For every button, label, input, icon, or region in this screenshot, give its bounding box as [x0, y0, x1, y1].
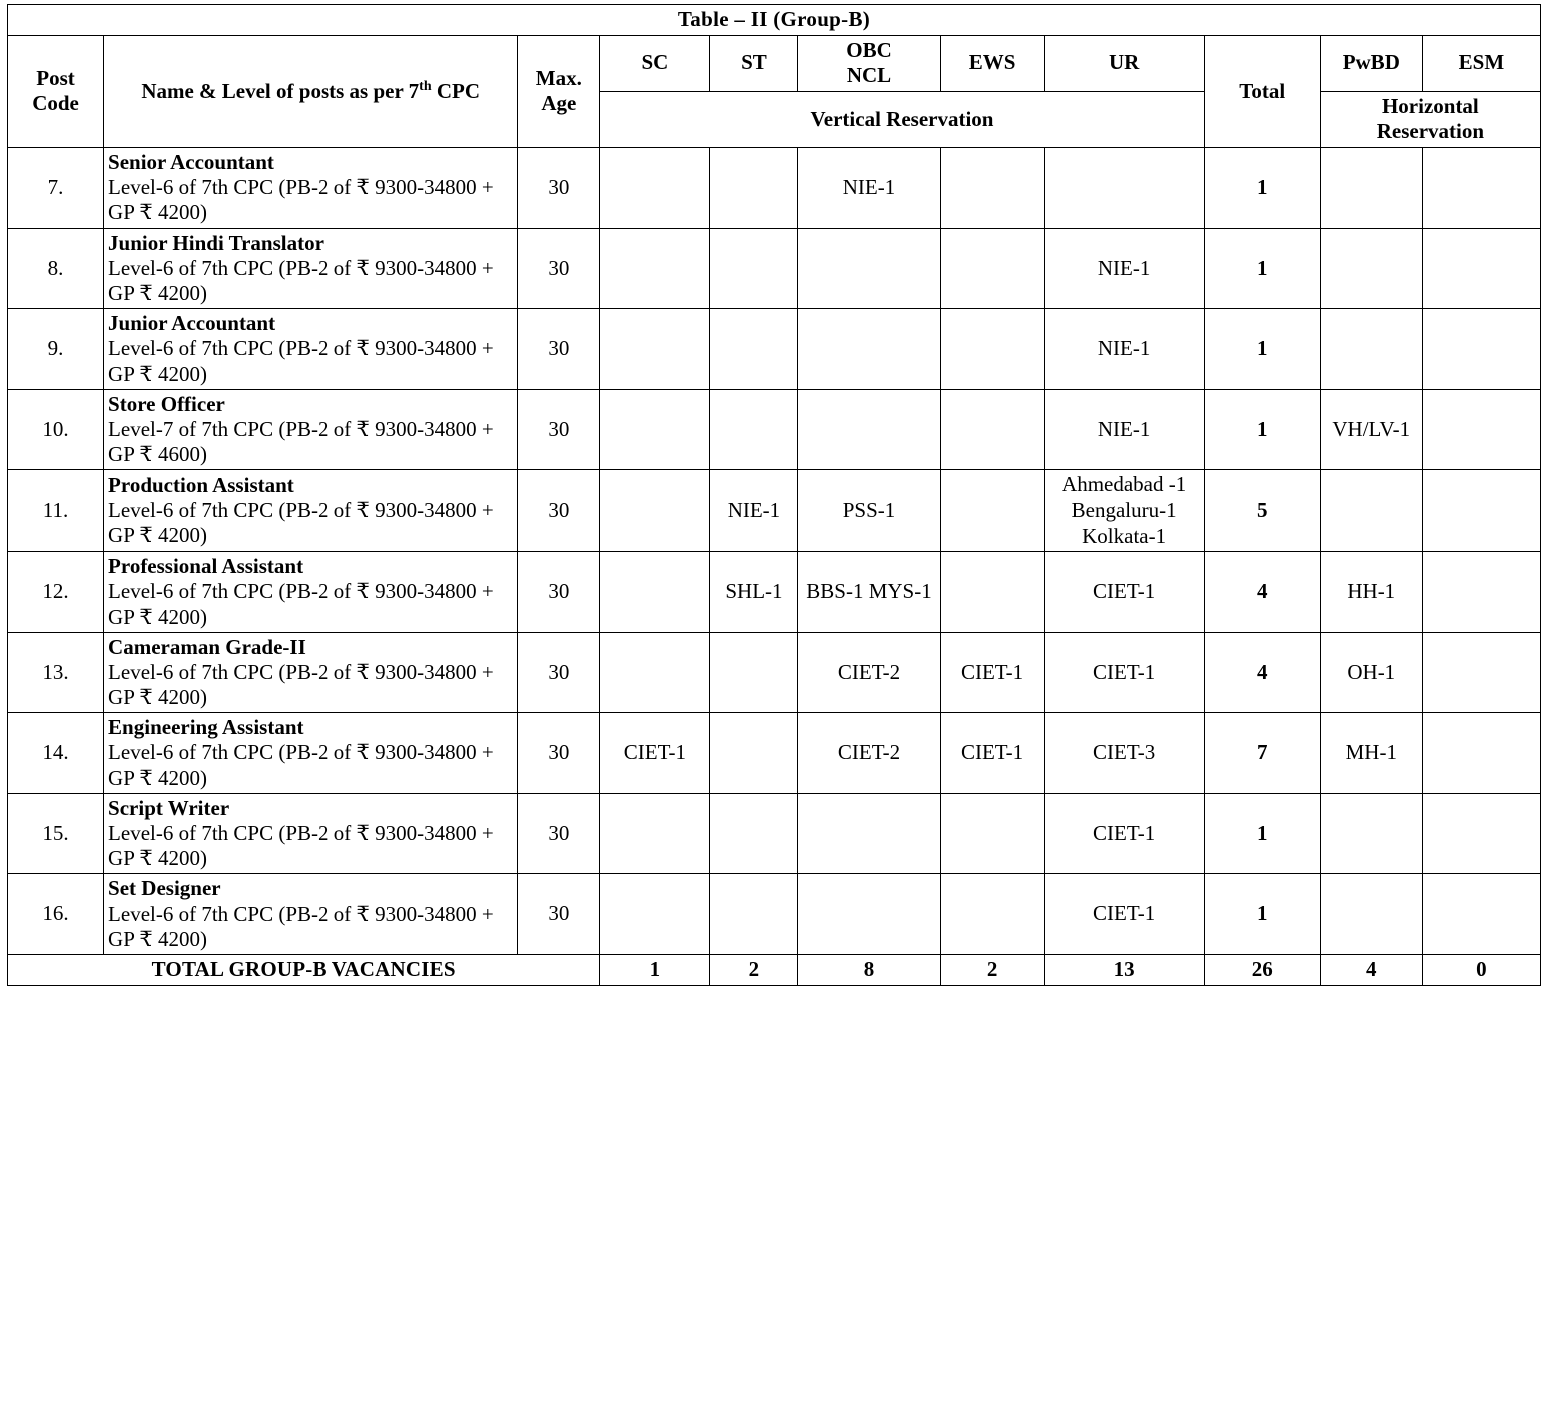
total-pwbd: 4: [1320, 954, 1422, 985]
post-level: Level-6 of 7th CPC (PB-2 of ₹ 9300-34800 + GP ₹ 4200): [108, 821, 494, 871]
cell-post-name-level: [104, 470, 518, 552]
table-row: [8, 148, 1541, 229]
cell-ews: [940, 148, 1044, 229]
table-row: [8, 552, 1541, 633]
cell-total: 1: [1204, 228, 1320, 309]
table-row: [8, 632, 1541, 713]
header-post-code-line2: Code: [32, 91, 79, 116]
header-name-level-main: Name & Level of posts as per 7: [141, 79, 420, 104]
cell-post-name-level: [104, 793, 518, 874]
table-title-row: [8, 5, 1541, 36]
cell-st: [710, 389, 798, 470]
post-level: Level-6 of 7th CPC (PB-2 of ₹ 9300-34800 + GP ₹ 4200): [108, 659, 494, 710]
total-label: TOTAL GROUP-B VACANCIES: [8, 954, 600, 985]
header-post-code-line1: Post: [36, 65, 75, 90]
cell-obc: [798, 309, 940, 390]
cell-ews: [940, 309, 1044, 390]
cell-esm: [1422, 713, 1540, 794]
cell-post-code: 7.: [8, 148, 104, 229]
cell-sc: [600, 389, 710, 470]
table-row: [8, 309, 1541, 390]
post-level: Level-6 of 7th CPC (PB-2 of ₹ 9300-34800 + GP ₹ 4200): [108, 579, 494, 629]
cell-post-code: 15.: [8, 793, 104, 874]
cell-esm: [1422, 793, 1540, 874]
header-total: Total: [1204, 35, 1320, 147]
cell-post-code: 10.: [8, 389, 104, 470]
cell-ur: NIE-1: [1044, 389, 1204, 470]
cell-post-name-level: [104, 632, 518, 713]
cell-ews: CIET-1: [940, 713, 1044, 794]
header-vertical-reservation: Vertical Reservation: [600, 91, 1204, 147]
cell-ews: [940, 552, 1044, 633]
cell-obc: [798, 228, 940, 309]
cell-max-age: 30: [518, 148, 600, 229]
header-obc-line1: OBC: [846, 37, 892, 62]
total-ews: 2: [940, 954, 1044, 985]
header-esm: ESM: [1422, 35, 1540, 91]
cell-ews: [940, 470, 1044, 552]
cell-esm: [1422, 389, 1540, 470]
header-post-code: [8, 35, 104, 147]
cell-st: SHL-1: [710, 552, 798, 633]
header-name-level-sup: th: [419, 79, 432, 95]
post-level: Level-6 of 7th CPC (PB-2 of ₹ 9300-34800 + GP ₹ 4200): [108, 175, 494, 225]
cell-ur: CIET-1: [1044, 874, 1204, 955]
cell-max-age: 30: [518, 713, 600, 794]
cell-pwbd: MH-1: [1320, 713, 1422, 794]
post-name: Script Writer: [108, 795, 230, 820]
cell-st: [710, 148, 798, 229]
cell-max-age: 30: [518, 389, 600, 470]
cell-pwbd: [1320, 874, 1422, 955]
cell-total: 1: [1204, 389, 1320, 470]
header-max-age: [518, 35, 600, 147]
table-row: [8, 389, 1541, 470]
cell-post-name-level: [104, 228, 518, 309]
cell-esm: [1422, 309, 1540, 390]
cell-max-age: 30: [518, 793, 600, 874]
post-level: Level-7 of 7th CPC (PB-2 of ₹ 9300-34800 + GP ₹ 4600): [108, 416, 494, 467]
post-level: Level-6 of 7th CPC (PB-2 of ₹ 9300-34800 + GP ₹ 4200): [108, 255, 494, 305]
cell-total: 1: [1204, 309, 1320, 390]
cell-esm: [1422, 148, 1540, 229]
post-name: Set Designer: [108, 876, 221, 901]
total-esm: 0: [1422, 954, 1540, 985]
cell-ur: CIET-3: [1044, 713, 1204, 794]
cell-post-code: 9.: [8, 309, 104, 390]
cell-max-age: 30: [518, 552, 600, 633]
cell-post-name-level: [104, 389, 518, 470]
cell-pwbd: [1320, 470, 1422, 552]
cell-obc: PSS-1: [798, 470, 940, 552]
cell-max-age: 30: [518, 228, 600, 309]
table-header-row: [8, 35, 1541, 91]
header-ur: UR: [1044, 35, 1204, 91]
cell-ews: [940, 389, 1044, 470]
cell-st: [710, 874, 798, 955]
header-max-age-line2: Age: [541, 91, 577, 116]
table-row: [8, 713, 1541, 794]
cell-ur: CIET-1: [1044, 552, 1204, 633]
cell-esm: [1422, 228, 1540, 309]
cell-sc: [600, 309, 710, 390]
cell-st: [710, 793, 798, 874]
total-st: 2: [710, 954, 798, 985]
header-horizontal-line2: Reservation: [1376, 119, 1485, 144]
cell-max-age: 30: [518, 470, 600, 552]
cell-esm: [1422, 552, 1540, 633]
cell-st: NIE-1: [710, 470, 798, 552]
cell-obc: [798, 389, 940, 470]
header-obc-ncl: [798, 35, 940, 91]
cell-post-name-level: [104, 874, 518, 955]
cell-sc: [600, 228, 710, 309]
cell-pwbd: [1320, 793, 1422, 874]
cell-obc: BBS-1 MYS-1: [798, 552, 940, 633]
cell-total: 7: [1204, 713, 1320, 794]
post-name: Engineering Assistant: [108, 715, 304, 740]
cell-ur: Ahmedabad -1 Bengaluru-1 Kolkata-1: [1044, 470, 1204, 552]
cell-ews: [940, 793, 1044, 874]
cell-sc: [600, 874, 710, 955]
post-name: Production Assistant: [108, 472, 294, 497]
cell-esm: [1422, 632, 1540, 713]
cell-ews: CIET-1: [940, 632, 1044, 713]
post-name: Junior Accountant: [108, 311, 276, 336]
header-name-level-tail: CPC: [436, 79, 481, 104]
header-pwbd: PwBD: [1320, 35, 1422, 91]
cell-sc: CIET-1: [600, 713, 710, 794]
cell-ews: [940, 228, 1044, 309]
cell-max-age: 30: [518, 874, 600, 955]
total-sc: 1: [600, 954, 710, 985]
cell-ur: [1044, 148, 1204, 229]
cell-pwbd: [1320, 309, 1422, 390]
cell-pwbd: OH-1: [1320, 632, 1422, 713]
cell-total: 1: [1204, 148, 1320, 229]
cell-esm: [1422, 874, 1540, 955]
header-sc: SC: [600, 35, 710, 91]
cell-pwbd: VH/LV-1: [1320, 389, 1422, 470]
cell-total: 1: [1204, 793, 1320, 874]
cell-post-name-level: [104, 309, 518, 390]
cell-st: [710, 713, 798, 794]
cell-obc: CIET-2: [798, 632, 940, 713]
cell-st: [710, 632, 798, 713]
header-max-age-line1: Max.: [535, 65, 582, 90]
cell-max-age: 30: [518, 309, 600, 390]
cell-pwbd: [1320, 228, 1422, 309]
cell-sc: [600, 793, 710, 874]
cell-post-code: 12.: [8, 552, 104, 633]
cell-obc: [798, 793, 940, 874]
table-row: [8, 470, 1541, 552]
cell-post-code: 16.: [8, 874, 104, 955]
total-overall: 26: [1204, 954, 1320, 985]
post-level: Level-6 of 7th CPC (PB-2 of ₹ 9300-34800 + GP ₹ 4200): [108, 740, 494, 790]
header-horizontal-line1: Horizontal: [1381, 93, 1479, 118]
cell-max-age: 30: [518, 632, 600, 713]
cell-post-code: 11.: [8, 470, 104, 552]
cell-sc: [600, 148, 710, 229]
post-name: Junior Hindi Translator: [108, 230, 324, 255]
cell-pwbd: HH-1: [1320, 552, 1422, 633]
header-ews: EWS: [940, 35, 1044, 91]
cell-total: 4: [1204, 632, 1320, 713]
post-name: Professional Assistant: [108, 554, 304, 579]
total-ur: 13: [1044, 954, 1204, 985]
cell-ur: NIE-1: [1044, 309, 1204, 390]
cell-st: [710, 309, 798, 390]
cell-obc: [798, 874, 940, 955]
post-name: Senior Accountant: [108, 150, 274, 175]
cell-total: 4: [1204, 552, 1320, 633]
cell-ur: CIET-1: [1044, 793, 1204, 874]
cell-sc: [600, 632, 710, 713]
cell-sc: [600, 470, 710, 552]
cell-st: [710, 228, 798, 309]
cell-obc: NIE-1: [798, 148, 940, 229]
post-name: Store Officer: [108, 391, 225, 416]
cell-ews: [940, 874, 1044, 955]
post-name: Cameraman Grade-II: [108, 634, 306, 659]
cell-pwbd: [1320, 148, 1422, 229]
table-title: Table – II (Group-B): [8, 5, 1541, 36]
total-obc: 8: [798, 954, 940, 985]
cell-post-name-level: [104, 713, 518, 794]
post-level: Level-6 of 7th CPC (PB-2 of ₹ 9300-34800 + GP ₹ 4200): [108, 336, 494, 386]
post-level: Level-6 of 7th CPC (PB-2 of ₹ 9300-34800 + GP ₹ 4200): [108, 498, 494, 548]
cell-post-code: 13.: [8, 632, 104, 713]
cell-obc: CIET-2: [798, 713, 940, 794]
table-row: [8, 793, 1541, 874]
cell-total: 5: [1204, 470, 1320, 552]
table-total-row: [8, 954, 1541, 985]
cell-post-name-level: [104, 552, 518, 633]
header-horizontal-reservation: [1320, 91, 1540, 147]
cell-sc: [600, 552, 710, 633]
group-b-vacancy-table: [7, 4, 1541, 986]
cell-post-name-level: [104, 148, 518, 229]
table-row: [8, 228, 1541, 309]
header-name-level: [104, 35, 518, 147]
cell-esm: [1422, 470, 1540, 552]
post-level: Level-6 of 7th CPC (PB-2 of ₹ 9300-34800 + GP ₹ 4200): [108, 901, 494, 951]
header-obc-line2: NCL: [846, 63, 892, 88]
table-row: [8, 874, 1541, 955]
cell-total: 1: [1204, 874, 1320, 955]
cell-post-code: 14.: [8, 713, 104, 794]
header-st: ST: [710, 35, 798, 91]
cell-post-code: 8.: [8, 228, 104, 309]
cell-ur: NIE-1: [1044, 228, 1204, 309]
cell-ur: CIET-1: [1044, 632, 1204, 713]
